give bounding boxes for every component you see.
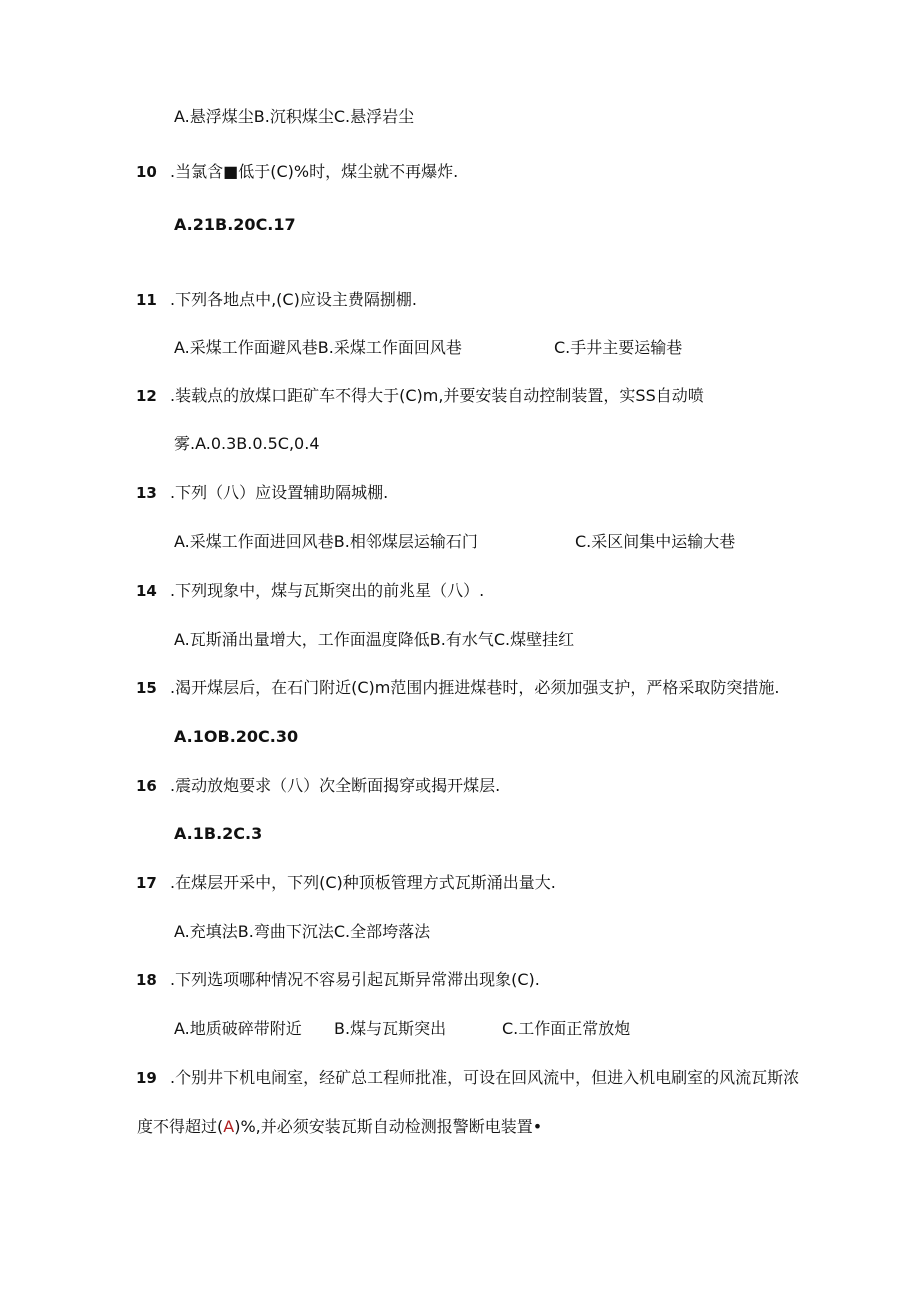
question-number: 12	[136, 387, 157, 405]
question-number: 15	[136, 679, 157, 697]
options-line: A.瓦斯涌出量增大，工作面温度降低B.有水气C.煤壁挂红	[174, 630, 575, 649]
question-text: .在煤层开采中，下列(C)种顶板管理方式瓦斯涌出量大.	[170, 873, 556, 892]
question-text: .渴开煤层后，在石门附近(C)m范围内捱进煤巷时，必须加强支护，严格采取防突措施.	[170, 678, 780, 697]
question-text: .下列现象中，煤与瓦斯突出的前兆星（八）.	[170, 581, 485, 600]
question-number: 10	[136, 163, 157, 181]
question-text: .装载点的放煤口距矿车不得大于(C)m,并要安装自动控制装置，实SS自动喷	[170, 386, 704, 405]
question-text: .当氯含■低于(C)%时，煤尘就不再爆炸.	[170, 162, 459, 181]
question-continuation: 雾.A.0.3B.0.5C,0.4	[174, 434, 320, 453]
option-a-b: A.采煤工作面避风巷B.采煤工作面回风巷	[174, 338, 462, 357]
options-line: A.充填法B.弯曲下沉法C.全部垮落法	[174, 922, 431, 941]
option-c: C.手井主要运输巷	[554, 338, 683, 357]
options-line: A.1OB.20C.30	[174, 727, 299, 746]
option-b: B.煤与瓦斯突出	[334, 1019, 447, 1038]
options-line: A.悬浮煤尘B.沉积煤尘C.悬浮岩尘	[174, 107, 415, 126]
question-text: .下列各地点中,(C)应设主费隔捌棚.	[170, 290, 417, 309]
question-number: 16	[136, 777, 157, 795]
question-text: .震动放炮要求（八）次全断面揭穿或揭开煤层.	[170, 776, 501, 795]
question-number: 17	[136, 874, 157, 892]
question-number: 11	[136, 291, 157, 309]
option-c: C.采区间集中运输大巷	[575, 532, 736, 551]
continuation-prefix: 度不得超过(	[137, 1117, 224, 1136]
question-number: 18	[136, 971, 157, 989]
option-a-b: A.采煤工作面进回风巷B.相邻煤层运输石门	[174, 532, 478, 551]
continuation-suffix: )%,并必须安装瓦斯自动检测报警断电装置•	[234, 1117, 543, 1136]
options-line: A.21B.20C.17	[174, 215, 296, 234]
option-c: C.工作面正常放炮	[502, 1019, 631, 1038]
question-text: .下列选项哪种情况不容易引起瓦斯异常滞出现象(C).	[170, 970, 540, 989]
question-number: 13	[136, 484, 157, 502]
question-continuation	[137, 1117, 542, 1137]
question-number: 14	[136, 582, 157, 600]
options-line: A.1B.2C.3	[174, 824, 263, 843]
answer-letter: A	[223, 1117, 235, 1136]
question-text: .下列（八）应设置辅助隔城棚.	[170, 483, 389, 502]
question-number: 19	[136, 1069, 157, 1087]
option-a: A.地质破碎带附近	[174, 1019, 302, 1038]
question-text: .个别井下机电闹室，经矿总工程师批准，可设在回风流中，但进入机电刷室的风流瓦斯浓	[170, 1068, 800, 1087]
